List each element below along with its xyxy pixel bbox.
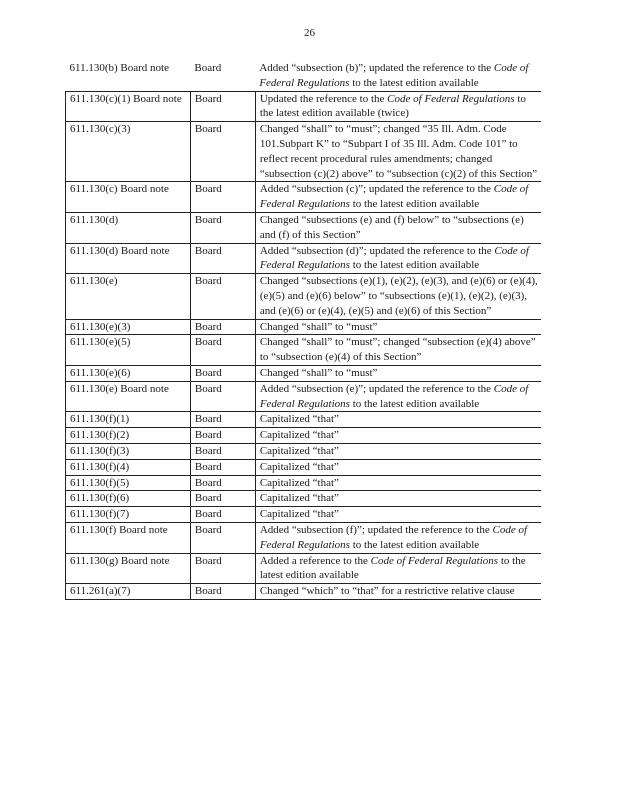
description-text: to the latest edition available [349, 198, 480, 211]
description-text: to the latest edition available [349, 538, 480, 551]
change-description-cell [255, 61, 541, 91]
section-cell: 611.130(f)(2) [66, 428, 191, 444]
table-row [66, 459, 542, 475]
page-number: 26 [304, 27, 315, 39]
section-cell: 611.130(c)(3) [66, 122, 191, 182]
description-text: Capitalized “that” [259, 492, 339, 505]
section-cell: 611.130(f)(4) [66, 459, 191, 475]
description-text: Added “subsection (b)”; updated the reference to the [259, 62, 494, 74]
source-cell: Board [190, 212, 255, 243]
change-description-cell [255, 243, 541, 274]
description-text: Added “subsection (e)”; updated the reference to the [259, 382, 494, 395]
regulation-title: Code of Federal Regulations [259, 244, 529, 272]
description-text: to the latest edition available (twice) [259, 92, 526, 120]
table-row [66, 365, 542, 381]
description-text: Changed “subsections (e) and (f) below” to “subsections (e) and (f) of this Section” [259, 213, 524, 241]
table-row [66, 522, 542, 553]
source-cell: Board [190, 428, 255, 444]
description-text: Added “subsection (c)”; updated the reference to the [259, 183, 494, 196]
source-cell: Board [190, 459, 255, 475]
table-row [66, 381, 542, 412]
source-cell: Board [190, 412, 255, 428]
table-row [66, 553, 542, 584]
source-cell: Board [194, 62, 222, 74]
source-cell: Board [190, 365, 255, 381]
change-description-cell [255, 553, 541, 584]
source-cell: Board [190, 443, 255, 459]
change-description-cell [255, 122, 541, 182]
source-cell: Board [190, 274, 255, 319]
change-description-cell [255, 428, 541, 444]
description-text: Capitalized “that” [259, 508, 339, 521]
change-description-cell [255, 381, 541, 412]
description-text: Capitalized “that” [259, 413, 339, 426]
section-cell: 611.130(f)(3) [66, 443, 191, 459]
source-cell: Board [190, 475, 255, 491]
change-description-cell [255, 182, 541, 213]
table-row [66, 491, 542, 507]
change-description-cell [255, 274, 541, 319]
table-row [66, 412, 542, 428]
change-description-cell [255, 365, 541, 381]
change-description-cell [255, 335, 541, 366]
description-text: Changed “subsections (e)(1), (e)(2), (e)(3), and (e)(6) or (e)(4), (e)(5) and (e)(6) below” to “subsections (e)(1), (e)(2), (e)(3), and (e)(6) or (e)(4), (e)(5) and (e)(6) of this Section” [259, 275, 538, 317]
table-row [66, 182, 542, 213]
regulation-title: Code of Federal Regulations [370, 554, 499, 567]
change-description-cell [255, 443, 541, 459]
section-cell: 611.130(d) Board note [66, 243, 191, 274]
description-text: to the latest edition available [259, 554, 526, 582]
section-cell: 611.130(e)(3) [66, 319, 191, 335]
description-text: to the latest edition available [349, 76, 479, 89]
regulation-title: Code of Federal Regulations [387, 92, 515, 105]
source-cell: Board [190, 319, 255, 335]
section-cell: 611.130(g) Board note [66, 553, 191, 584]
table-row [66, 584, 542, 600]
table-row [66, 507, 542, 523]
amendments-table [65, 61, 541, 600]
change-description-cell [255, 319, 541, 335]
section-cell: 611.130(c) Board note [66, 182, 191, 213]
table-row [66, 475, 542, 491]
section-cell: 611.130(e)(5) [66, 335, 191, 366]
description-text: Added “subsection (d)”; updated the reference to the [259, 244, 495, 257]
section-cell: 611.130(f)(1) [66, 412, 191, 428]
section-cell: 611.130(f)(6) [66, 491, 191, 507]
source-cell: Board [190, 91, 255, 122]
description-text: Capitalized “that” [259, 429, 339, 442]
section-cell: 611.130(d) [66, 212, 191, 243]
table-row [66, 319, 542, 335]
table-row [66, 335, 542, 366]
regulation-title: Code of Federal Regulations [259, 62, 529, 89]
change-description-cell [255, 212, 541, 243]
change-description-cell [255, 459, 541, 475]
change-description-cell [255, 584, 541, 600]
description-text: Updated the reference to the [259, 92, 388, 105]
table-row [66, 274, 542, 319]
description-text: Changed “shall” to “must” [259, 320, 378, 333]
section-cell: 611.130(e)(6) [66, 365, 191, 381]
description-text: Changed “shall” to “must”; changed “subsection (e)(4) above” to “subsection (e)(4) of this Section” [259, 336, 536, 364]
section-cell: 611.130(e) [66, 274, 191, 319]
description-text: Changed “shall” to “must”; changed “35 Ill. Adm. Code 101.Subpart K” to “Subpart I of 35 Ill. Adm. Code 101” to reflect recent procedural rules amendments; changed “subsection (c)(2) above” to “subsection (c)(2) of this Section” [259, 123, 538, 180]
table-row [66, 212, 542, 243]
source-cell: Board [190, 381, 255, 412]
table-row [66, 443, 542, 459]
regulation-title: Code of Federal Regulations [259, 523, 528, 551]
change-description-cell [255, 491, 541, 507]
description-text: Capitalized “that” [259, 476, 339, 489]
description-text: to the latest edition available [349, 397, 480, 410]
source-cell: Board [190, 507, 255, 523]
section-cell: 611.130(e) Board note [66, 381, 191, 412]
source-cell: Board [190, 553, 255, 584]
change-description-cell [255, 412, 541, 428]
source-cell: Board [190, 584, 255, 600]
change-description-cell [255, 475, 541, 491]
regulation-title: Code of Federal Regulations [259, 382, 529, 410]
change-description-cell [255, 522, 541, 553]
section-cell: 611.130(c)(1) Board note [66, 91, 191, 122]
section-cell: 611.130(f) Board note [66, 522, 191, 553]
source-cell: Board [190, 491, 255, 507]
description-text: Added a reference to the [259, 554, 371, 567]
change-description-cell [255, 91, 541, 122]
table-row [66, 61, 542, 91]
source-cell: Board [190, 243, 255, 274]
source-cell: Board [190, 335, 255, 366]
table-row [66, 91, 542, 122]
table-row [66, 122, 542, 182]
description-text: Changed “which” to “that” for a restrictive relative clause [259, 585, 515, 598]
description-text: Capitalized “that” [259, 460, 339, 473]
change-description-cell [255, 507, 541, 523]
section-cell: 611.130(f)(7) [66, 507, 191, 523]
regulation-title: Code of Federal Regulations [259, 183, 529, 211]
section-cell: 611.130(b) Board note [69, 62, 169, 74]
table-row [66, 243, 542, 274]
table-row [66, 428, 542, 444]
description-text: to the latest edition available [349, 259, 480, 272]
source-cell: Board [190, 122, 255, 182]
section-cell: 611.261(a)(7) [66, 584, 191, 600]
description-text: Changed “shall” to “must” [259, 366, 378, 379]
source-cell: Board [190, 522, 255, 553]
description-text: Added “subsection (f)”; updated the reference to the [259, 523, 493, 536]
source-cell: Board [190, 182, 255, 213]
description-text: Capitalized “that” [259, 444, 339, 457]
section-cell: 611.130(f)(5) [66, 475, 191, 491]
